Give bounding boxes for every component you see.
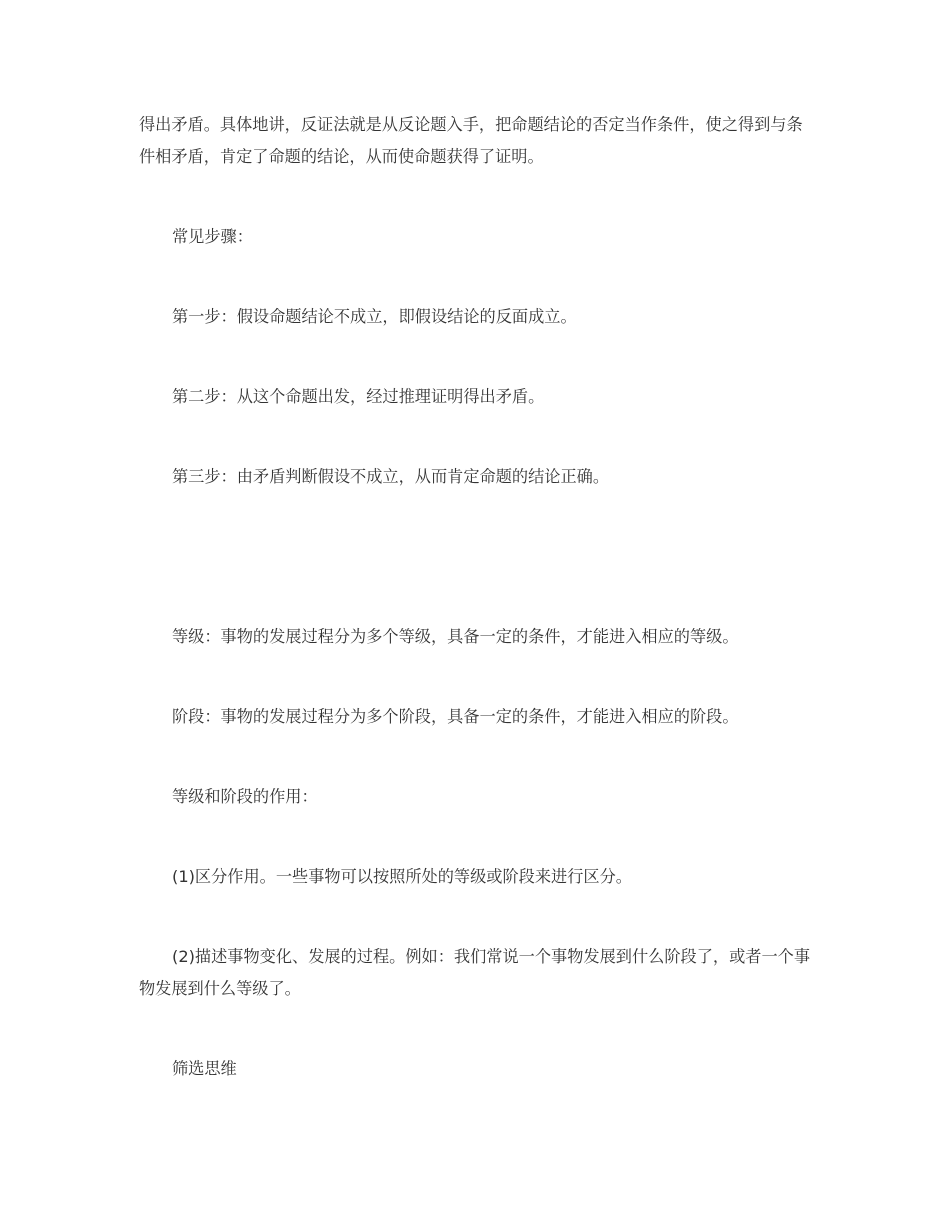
paragraph-step-three: 第三步：由矛盾判断假设不成立，从而肯定命题的结论正确。 [172,467,610,486]
document-body [139,109,814,1085]
paragraph-screening-thinking: 筛选思维 [172,1059,237,1078]
paragraph-step-one: 第一步：假设命题结论不成立，即假设结论的反面成立。 [172,307,577,326]
paragraph-role-heading: 等级和阶段的作用： [172,787,318,806]
paragraph-common-steps-heading: 常见步骤： [172,227,253,246]
paragraph-step-two: 第二步：从这个命题出发，经过推理证明得出矛盾。 [172,387,545,406]
paragraph-proof-by-contradiction: 得出矛盾。具体地讲，反证法就是从反论题入手，把命题结论的否定当作条件，使之得到与条件相矛盾，肯定了命题的结论，从而使命题获得了证明。 [139,115,803,166]
paragraph-role-two: (2)描述事物变化、发展的过程。例如：我们常说一个事物发展到什么阶段了，或者一个事物发展到什么等级了。 [139,947,811,998]
paragraph-stage-definition: 阶段：事物的发展过程分为多个阶段，具备一定的条件，才能进入相应的阶段。 [172,707,739,726]
paragraph-role-one: (1)区分作用。一些事物可以按照所处的等级或阶段来进行区分。 [172,867,632,886]
paragraph-level-definition: 等级：事物的发展过程分为多个等级，具备一定的条件，才能进入相应的等级。 [172,627,739,646]
